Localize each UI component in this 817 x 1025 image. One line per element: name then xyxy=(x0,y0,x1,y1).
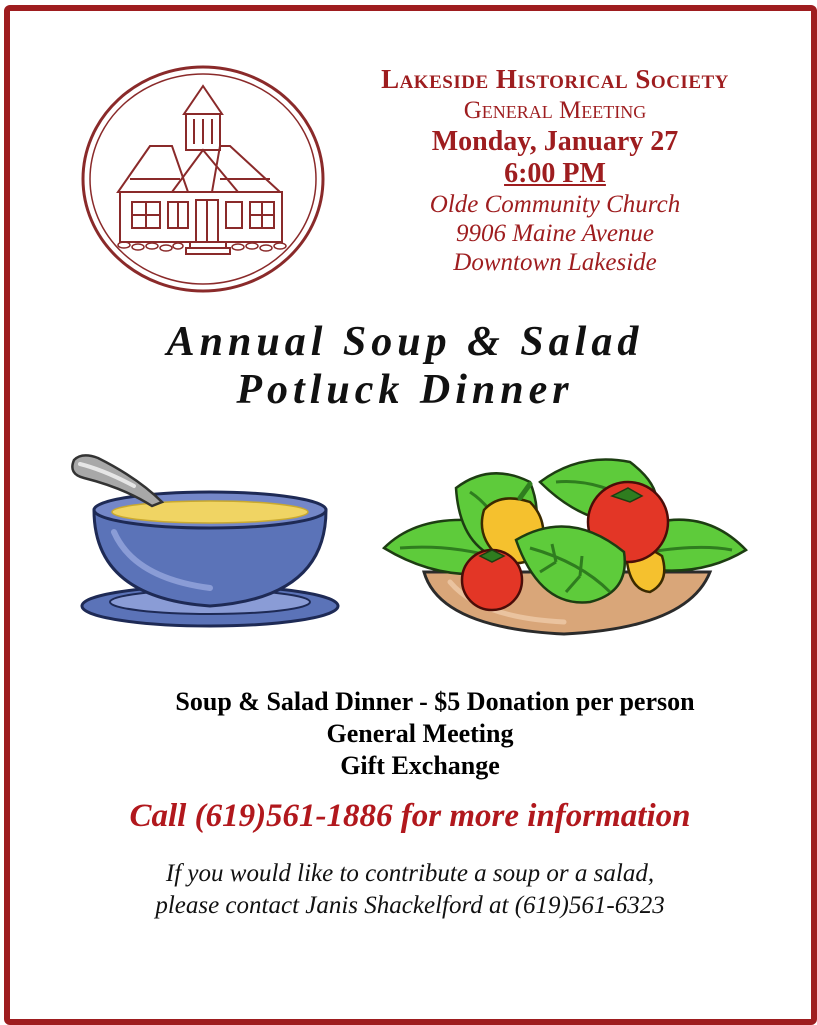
detail-gift-exchange: Gift Exchange xyxy=(340,751,500,780)
schoolhouse-logo-icon xyxy=(80,64,326,294)
meeting-date: Monday, January 27 xyxy=(431,126,679,157)
soup-bowl-icon xyxy=(64,448,354,638)
detail-general-meeting: General Meeting xyxy=(326,719,514,748)
org-name: Lakeside Historical Society xyxy=(381,64,729,94)
venue-line: Olde Community Church xyxy=(429,191,681,218)
call-for-info: Call (619)561-1886 for more information xyxy=(129,798,691,834)
venue-address: 9906 Maine Avenue xyxy=(455,220,655,247)
contribute-line-1: If you would like to contribute a soup or a salad, xyxy=(165,860,655,887)
salad-bowl-icon xyxy=(380,452,752,644)
venue-city: Downtown Lakeside xyxy=(453,249,657,276)
meeting-header xyxy=(330,62,780,277)
contribute-line-2: please contact Janis Shackelford at (619)561-6323 xyxy=(155,892,665,919)
contribute-note xyxy=(40,858,780,922)
meeting-label: General Meeting xyxy=(463,97,647,124)
dinner-price: Soup & Salad Dinner - $5 Donation per person xyxy=(175,687,695,716)
event-title-line-2: Potluck Dinner xyxy=(236,367,574,413)
meeting-time: 6:00 PM xyxy=(504,158,606,189)
event-title-line-1: Annual Soup & Salad xyxy=(166,319,644,365)
